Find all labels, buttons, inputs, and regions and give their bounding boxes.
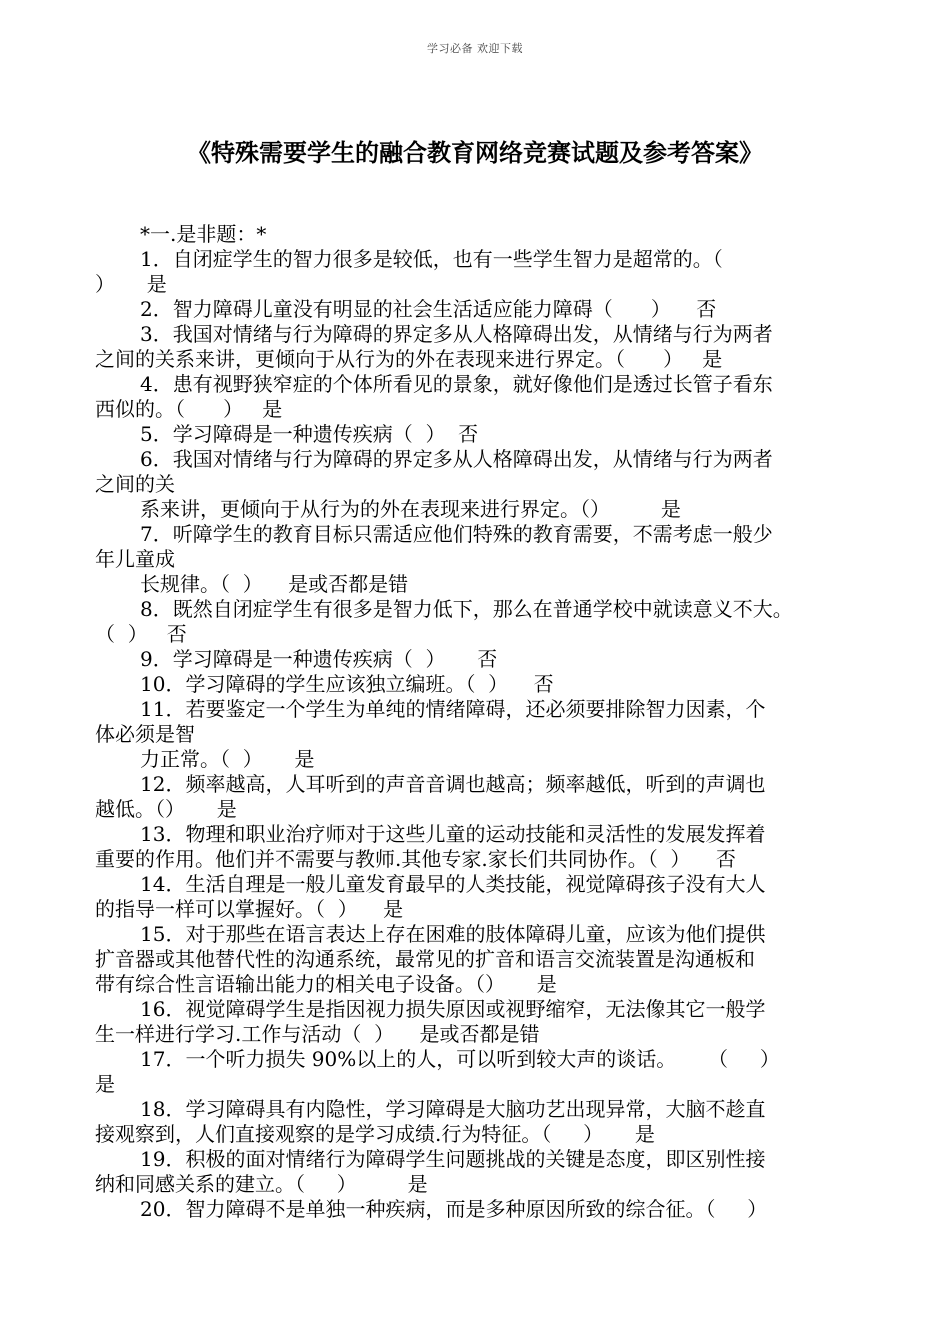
question-text-line: 19．积极的面对情绪行为障碍学生问题挑战的关键是态度，即区别性接 <box>140 1147 766 1171</box>
question-text-line: 系来讲，更倾向于从行为的外在表现来进行界定。（） 是 <box>140 497 681 521</box>
question-text-line: 西似的。（ ） 是 <box>95 397 283 421</box>
question-text-line: 16．视觉障碍学生是指因视力损失原因或视野缩窄，无法像其它一般学 <box>140 997 766 1021</box>
question-text-line: 体必须是智 <box>95 722 195 746</box>
question-text-line: ） 是 <box>95 272 167 296</box>
question-text-line: 7．听障学生的教育目标只需适应他们特殊的教育需要，不需考虑一般少 <box>140 522 773 546</box>
question-text-line: 力正常。（ ） 是 <box>140 747 315 771</box>
question-text-line: 的指导一样可以掌握好。（ ） 是 <box>95 897 404 921</box>
question-text-line: 14．生活自理是一般儿童发育最早的人类技能，视觉障碍孩子没有大人 <box>140 872 766 896</box>
question-text-line: （ ） 否 <box>95 622 187 646</box>
question-text-line: 之间的关 <box>95 472 175 496</box>
question-text-line: 6．我国对情绪与行为障碍的界定多从人格障碍出发，从情绪与行为两者 <box>140 447 773 471</box>
question-text-line: 纳和同感关系的建立。（ ） 是 <box>95 1172 428 1196</box>
question-text-line: 越低。（） 是 <box>95 797 237 821</box>
question-text-line: 扩音器或其他替代性的沟通系统，最常见的扩音和语言交流装置是沟通板和 <box>95 947 755 971</box>
question-text-line: 17．一个听力损失 90%以上的人，可以听到较大声的谈话。 （ ） <box>140 1047 780 1071</box>
question-text-line: 10．学习障碍的学生应该独立编班。（ ） 否 <box>140 672 554 696</box>
question-text-line: 年儿童成 <box>95 547 175 571</box>
question-text-line: 11．若要鉴定一个学生为单纯的情绪障碍，还必须要排除智力因素，个 <box>140 697 766 721</box>
question-text-line: 5．学习障碍是一种遗传疾病（ ） 否 <box>140 422 479 446</box>
question-text-line: 重要的作用。他们并不需要与教师.其他专家.家长们共同协作。（ ） 否 <box>95 847 736 871</box>
question-text-line: 长规律。（ ） 是或否都是错 <box>140 572 409 596</box>
question-text-line: 18．学习障碍具有内隐性，学习障碍是大脑功艺出现异常，大脑不趁直 <box>140 1097 766 1121</box>
question-text-line: 1．自闭症学生的智力很多是较低，也有一些学生智力是超常的。（ <box>140 247 723 271</box>
question-text-line: 8．既然自闭症学生有很多是智力低下，那么在普通学校中就读意义不大。 <box>140 597 793 621</box>
question-text-line: 接观察到，人们直接观察的是学习成绩.行为特征。（ ） 是 <box>95 1122 655 1146</box>
question-text-line: 20．智力障碍不是单独一种疾病，而是多种原因所致的综合征。（ ） <box>140 1197 768 1221</box>
page-header: 学习必备 欢迎下载 <box>427 42 523 55</box>
question-text-line: 3．我国对情绪与行为障碍的界定多从人格障碍出发，从情绪与行为两者 <box>140 322 773 346</box>
question-text-line: 2．智力障碍儿童没有明显的社会生活适应能力障碍（ ） 否 <box>140 297 717 321</box>
question-text-line: 13．物理和职业治疗师对于这些儿童的运动技能和灵活性的发展发挥着 <box>140 822 766 846</box>
question-text-line: 带有综合性言语输出能力的相关电子设备。（） 是 <box>95 972 557 996</box>
question-text-line: 15．对于那些在语言表达上存在困难的肢体障碍儿童，应该为他们提供 <box>140 922 766 946</box>
question-list <box>95 222 855 1222</box>
question-text-line: 是 <box>95 1072 115 1096</box>
question-text-line: 4．患有视野狭窄症的个体所看见的景象，就好像他们是透过长管子看东 <box>140 372 773 396</box>
question-text-line: *一.是非题：* <box>140 222 267 246</box>
question-text-line: 9．学习障碍是一种遗传疾病（ ） 否 <box>140 647 498 671</box>
question-text-line: 之间的关系来讲，更倾向于从行为的外在表现来进行界定。（ ） 是 <box>95 347 723 371</box>
question-text-line: 12．频率越高，人耳听到的声音音调也越高；频率越低，听到的声调也 <box>140 772 766 796</box>
document-title: 《特殊需要学生的融合教育网络竞赛试题及参考答案》 <box>187 139 763 167</box>
question-text-line: 生一样进行学习.工作与活动（ ） 是或否都是错 <box>95 1022 540 1046</box>
